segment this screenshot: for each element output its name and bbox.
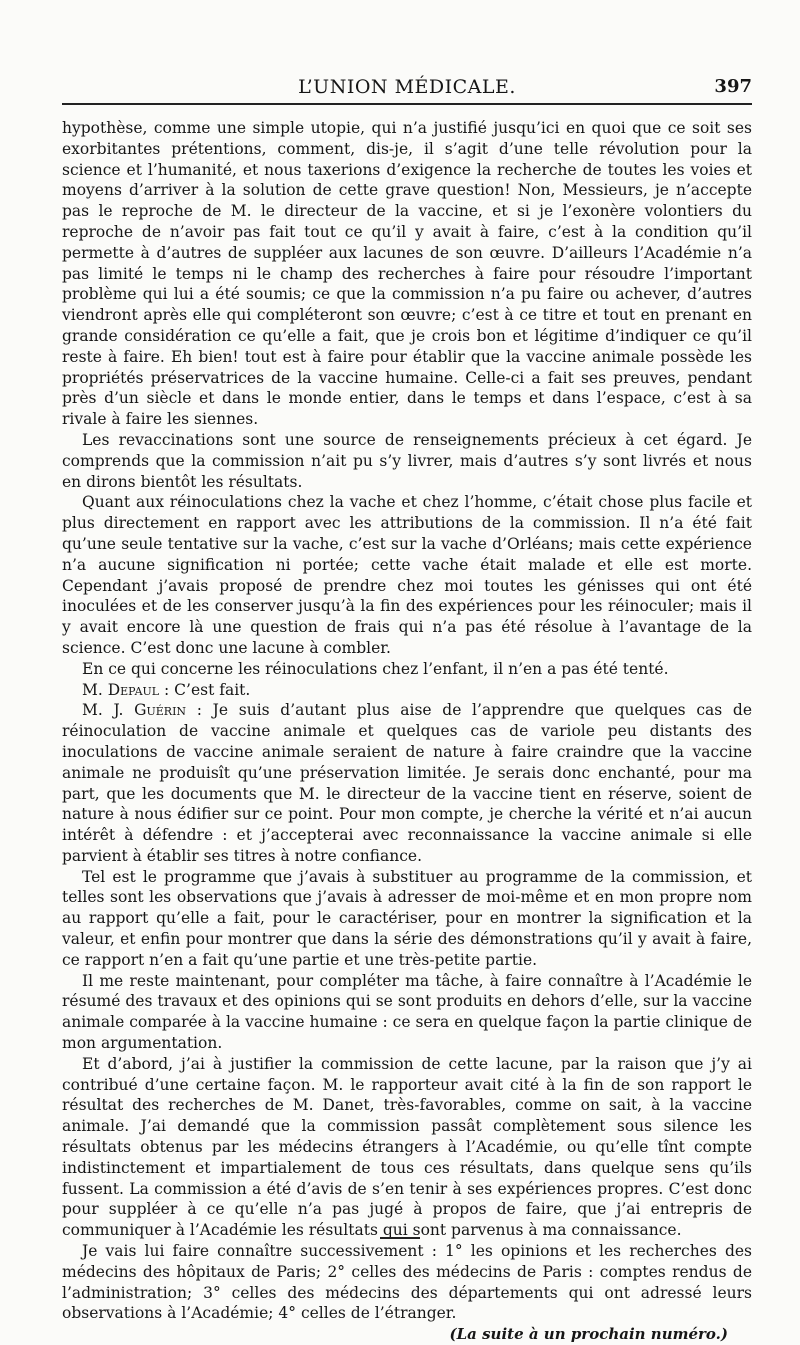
paragraph-2: Les revaccinations sont une source de renseignements précieux à cet égard. Je comprends que la commission n’ait pu s’y livrer, mais d’autres s’y sont livrés et nous en dirons bientôt les résultats.	[62, 430, 752, 491]
article-body	[62, 118, 752, 1345]
running-header	[62, 74, 752, 100]
footer-rule	[380, 1237, 420, 1239]
speech-text: : C’est fait.	[159, 680, 251, 699]
journal-title: L’UNION MÉDICALE.	[298, 76, 516, 98]
page-number: 397	[714, 76, 752, 97]
paragraph-9: Et d’abord, j’ai à justifier la commission de cette lacune, par la raison que j’y ai contribué d’une certaine façon. M. le rapporteur avait cité à la fin de son rapport le résultat des recherches de M. Danet, très-favorables, comme on sait, à la vaccine animale. J’ai demandé que la commission passât complètement sous silence les résultats obtenus par les médecins étrangers à l’Académie, ou qu’elle tînt compte indistinctement et impartialement de tous ces résultats, dans quelque sens qu’ils fussent. La commission a été d’avis de s’en tenir à ses expériences propres. C’est donc pour suppléer à ce qu’elle n’a pas jugé à propos de faire, que j’ai entrepris de communiquer à l’Académie les résultats qui sont parvenus à ma connaissance.	[62, 1054, 752, 1240]
header-rule	[62, 103, 752, 105]
speaker-name: M. J. Guérin	[82, 701, 187, 720]
continued-note: (La suite à un prochain numéro.)	[449, 1325, 728, 1344]
paragraph-7: Tel est le programme que j’avais à substituer au programme de la commission, et telles sont les observations que j’avais à adresser de moi-même et en mon propre nom au rapport qu’elle a fait, pour le caractériser, pour en montrer la signification et la valeur, et enfin pour montrer que dans la série des démonstrations qu’il y avait à faire, ce rapport n’en a fait qu’une partie et une très-petite partie.	[62, 867, 752, 969]
paragraph-3: Quant aux réinoculations chez la vache et chez l’homme, c’était chose plus facile et plus directement en rapport avec les attributions de la commission. Il n’a été fait qu’une seule tentative sur la vache, c’est sur la vache d’Orléans; mais cette expérience n’a aucune signification ni portée; cette vache était malade et elle est morte. Cependant j’avais proposé de prendre chez moi toutes les génisses qui ont été inoculées et de les conserver jusqu’à la fin des expériences pour les réinoculer; mais il y avait encore là une question de frais qui n’a pas été résolue à l’avantage de la science. C’est donc une lacune à combler.	[62, 493, 752, 657]
paragraph-10: Je vais lui faire connaître successivement : 1° les opinions et les recherches des médecins des hôpitaux de Paris; 2° celles des médecins de Paris : comptes rendus de l’administration; 3° celles des médecins des départements qui ont adressé leurs observations à l’Académie; 4° celles de l’étranger.	[62, 1242, 752, 1323]
paragraph-8: Il me reste maintenant, pour compléter ma tâche, à faire connaître à l’Académie le résumé des travaux et des opinions qui se sont produits en dehors d’elle, sur la vaccine animale comparée à la vaccine humaine : ce sera en quelque façon la partie clinique de mon argumentation.	[62, 971, 752, 1053]
speech-text: : Je suis d’autant plus aise de l’apprendre que quelques cas de réinoculation de vaccine animale et quelques cas de variole peu distants des inoculations de vaccine animale seraient de nature à faire craindre que la vaccine animale ne produisît qu’une préservation limitée. Je serais donc enchanté, pour ma part, que les documents que M. le directeur de la vaccine tient en réserve, soient de nature à nous édifier sur ce point. Pour mon compte, je cherche la vérité et n’ai aucun intérêt à défendre : et j’accepterai avec reconnaissance la vaccine animale si elle parvient à établir ses titres à notre confiance.	[62, 701, 752, 865]
speaker-name: M. Depaul	[82, 680, 160, 699]
paragraph-1: hypothèse, comme une simple utopie, qui n’a justifié jusqu’ici en quoi que ce soit ses exorbitantes prétentions, comment, dis-je, il s’agit d’une telle révolution pour la science et l’humanité, et nous taxerions d’exigence la recherche de toutes les voies et moyens d’arriver à la solution de cette grave question! Non, Messieurs, je n’accepte pas le reproche de M. le directeur de la vaccine, et si je l’exonère volontiers du reproche de n’avoir pas fait tout ce qu’il y avait à faire, c’est à la condition qu’il permette à d’autres de suppléer aux lacunes de son œuvre. D’ailleurs l’Académie n’a pas limité le temps ni le champ des recherches à faire pour résoudre l’important problème qui lui a été soumis; ce que la commission n’a pu faire ou achever, d’autres viendront après elle qui compléteront son œuvre; c’est à ce titre et tout en prenant en grande considération ce qu’elle a fait, que je crois bon et légitime d’indiquer ce qu’il reste à faire. Eh bien! tout est à faire pour établir que la vaccine animale possède les propriétés préservatrices de la vaccine humaine. Celle-ci a fait ses preuves, pendant près d’un siècle et dans le monde entier, dans le temps et dans l’espace, c’est à sa rivale à faire les siennes.	[62, 119, 752, 429]
speech-guerin	[62, 700, 752, 866]
paragraph-4: En ce qui concerne les réinoculations chez l’enfant, il n’en a pas été tenté.	[82, 659, 669, 678]
speech-depaul	[62, 680, 752, 701]
